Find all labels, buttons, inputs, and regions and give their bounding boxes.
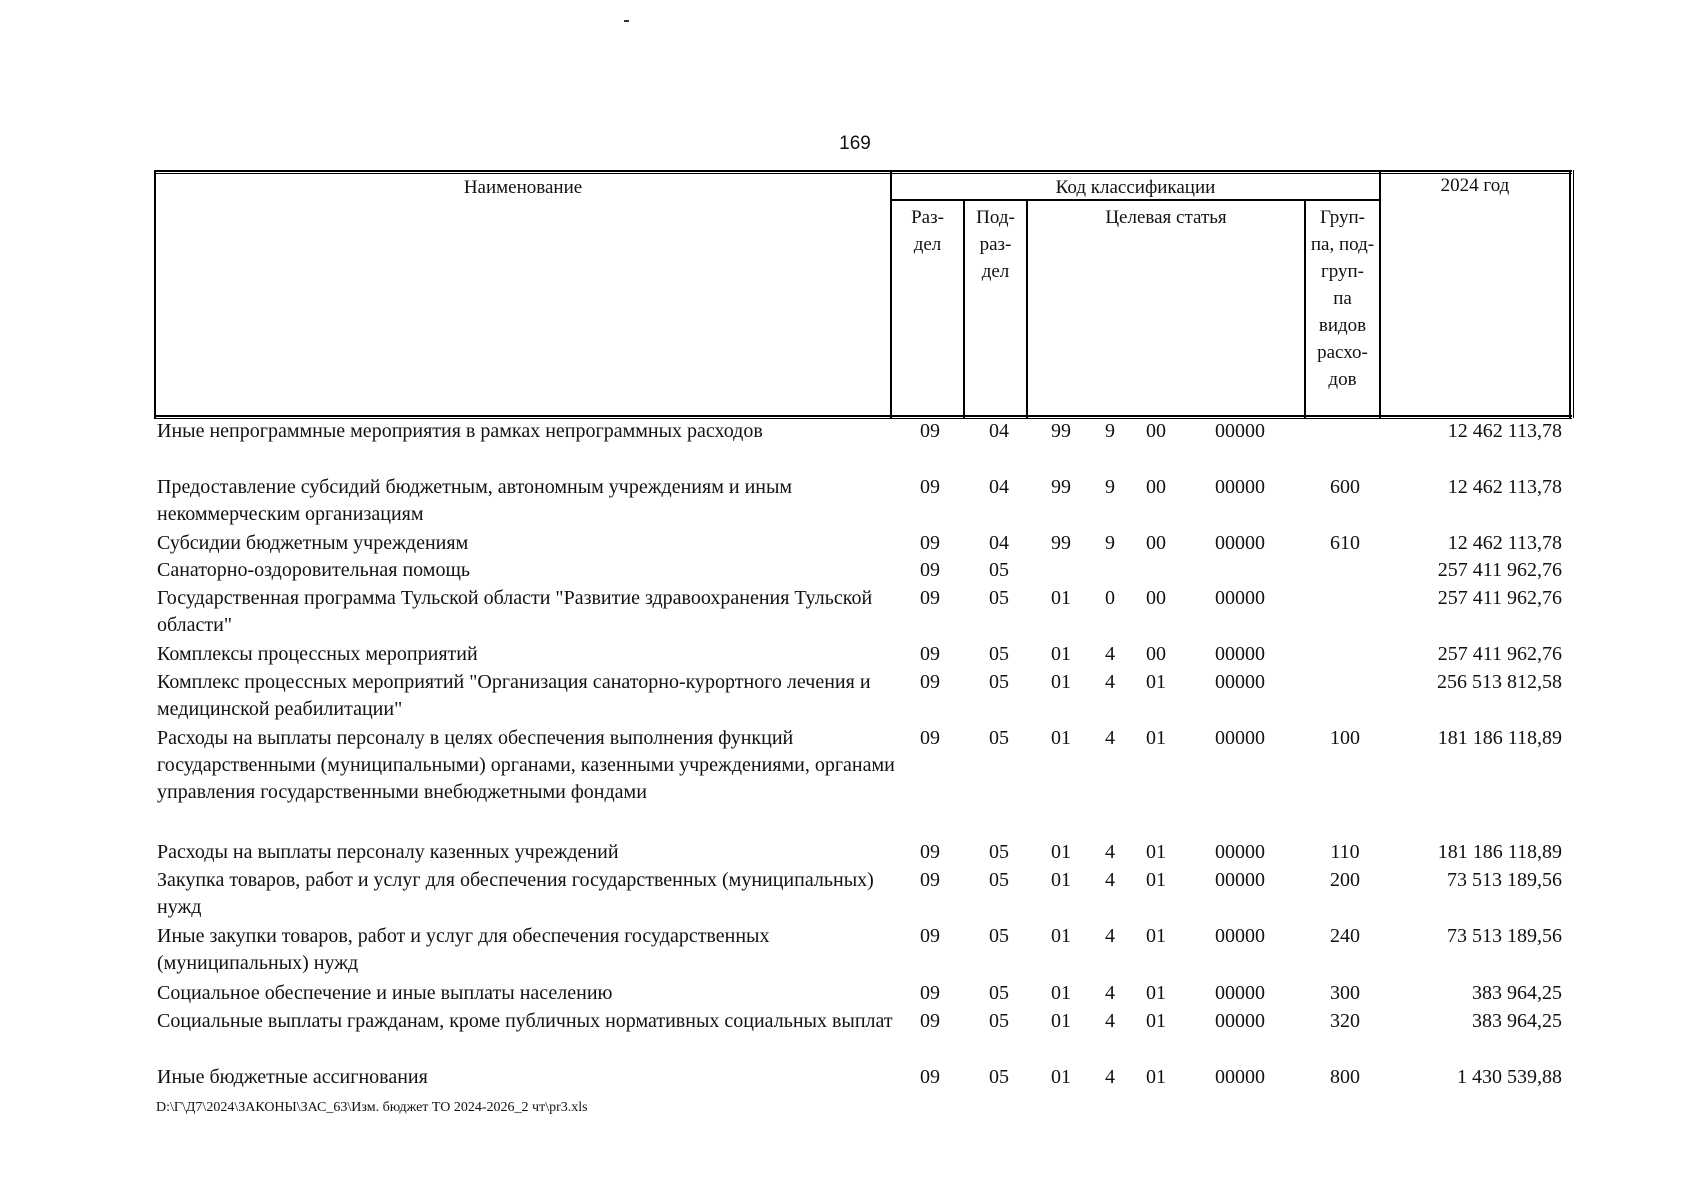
row-code-1: 01 xyxy=(1051,982,1071,1004)
row-code-1: 01 xyxy=(1051,841,1071,863)
row-name: Иные закупки товаров, работ и услуг для обеспечения государственных (муниципальных) нужд xyxy=(157,925,770,974)
header-podrazdel: Под- раз- дел xyxy=(976,207,1015,282)
header-year: 2024 год xyxy=(1440,175,1510,196)
row-vr: 200 xyxy=(1330,869,1360,891)
row-amount: 257 411 962,76 xyxy=(1437,559,1562,581)
row-name: Комплексы процессных мероприятий xyxy=(157,643,478,665)
row-code-1: 01 xyxy=(1051,727,1071,749)
row-code-4: 00000 xyxy=(1215,587,1265,609)
row-amount: 73 513 189,56 xyxy=(1447,869,1562,891)
row-code-2: 4 xyxy=(1105,982,1115,1004)
header-gruppa: Груп- па, под- груп- па видов расхо- дов xyxy=(1310,207,1375,390)
row-amount: 383 964,25 xyxy=(1472,982,1562,1004)
row-code-3: 00 xyxy=(1146,587,1166,609)
row-code-2: 4 xyxy=(1105,727,1115,749)
row-amount: 256 513 812,58 xyxy=(1437,671,1562,693)
row-code-4: 00000 xyxy=(1215,420,1265,442)
row-vr: 610 xyxy=(1330,532,1360,554)
header-name: Наименование xyxy=(463,177,583,198)
row-code-2: 4 xyxy=(1105,1010,1115,1032)
row-podrazdel: 05 xyxy=(989,671,1009,693)
row-name: Социальные выплаты гражданам, кроме публичных нормативных социальных выплат xyxy=(157,1010,893,1032)
row-code-1: 99 xyxy=(1051,532,1071,554)
row-code-1: 01 xyxy=(1051,587,1071,609)
row-code-2: 4 xyxy=(1105,643,1115,665)
row-razdel: 09 xyxy=(920,982,940,1004)
row-vr: 300 xyxy=(1330,982,1360,1004)
row-razdel: 09 xyxy=(920,476,940,498)
header-celevaya: Целевая статья xyxy=(1105,207,1227,228)
row-code-1: 01 xyxy=(1051,1010,1071,1032)
row-amount: 12 462 113,78 xyxy=(1447,476,1562,498)
row-code-3: 01 xyxy=(1146,841,1166,863)
file-path-footer: D:\Г\Д7\2024\ЗАКОНЫ\ЗАС_63\Изм. бюджет ТО 2024-2026_2 чт\pr3.xls xyxy=(156,1100,588,1115)
row-name: Расходы на выплаты персоналу в целях обеспечения выполнения функций государственными (муниципальными) органами, казенными учреждениями, органами управления государственными внебюджетными фондами xyxy=(157,727,895,803)
row-code-1: 99 xyxy=(1051,476,1071,498)
row-name: Комплекс процессных мероприятий "Организация санаторно-курортного лечения и медицинской реабилитации" xyxy=(157,671,871,720)
row-code-1: 01 xyxy=(1051,869,1071,891)
row-code-4: 00000 xyxy=(1215,727,1265,749)
row-razdel: 09 xyxy=(920,925,940,947)
page-number: 169 xyxy=(839,133,871,154)
row-code-2: 4 xyxy=(1105,869,1115,891)
row-vr: 240 xyxy=(1330,925,1360,947)
row-amount: 257 411 962,76 xyxy=(1437,643,1562,665)
row-code-3: 00 xyxy=(1146,420,1166,442)
row-razdel: 09 xyxy=(920,1010,940,1032)
row-code-3: 00 xyxy=(1146,643,1166,665)
row-razdel: 09 xyxy=(920,727,940,749)
row-code-4: 00000 xyxy=(1215,476,1265,498)
row-code-1: 99 xyxy=(1051,420,1071,442)
row-code-3: 01 xyxy=(1146,925,1166,947)
row-vr: 800 xyxy=(1330,1066,1360,1088)
row-amount: 12 462 113,78 xyxy=(1447,532,1562,554)
row-code-3: 01 xyxy=(1146,869,1166,891)
row-podrazdel: 05 xyxy=(989,1066,1009,1088)
row-vr: 320 xyxy=(1330,1010,1360,1032)
row-code-3: 01 xyxy=(1146,671,1166,693)
row-name: Социальное обеспечение и иные выплаты населению xyxy=(157,982,613,1004)
row-code-4: 00000 xyxy=(1215,841,1265,863)
row-name: Закупка товаров, работ и услуг для обеспечения государственных (муниципальных) нужд xyxy=(157,869,874,918)
row-name: Расходы на выплаты персоналу казенных учреждений xyxy=(157,841,619,863)
row-amount: 181 186 118,89 xyxy=(1437,841,1562,863)
row-razdel: 09 xyxy=(920,841,940,863)
row-code-2: 9 xyxy=(1105,532,1115,554)
row-code-2: 9 xyxy=(1105,420,1115,442)
row-code-2: 4 xyxy=(1105,841,1115,863)
row-name: Предоставление субсидий бюджетным, автономным учреждениям и иным некоммерческим организациям xyxy=(157,476,793,525)
row-podrazdel: 04 xyxy=(989,476,1009,498)
row-name: Государственная программа Тульской области "Развитие здравоохранения Тульской области" xyxy=(157,587,873,636)
row-code-2: 0 xyxy=(1105,587,1115,609)
row-razdel: 09 xyxy=(920,869,940,891)
row-podrazdel: 05 xyxy=(989,841,1009,863)
row-podrazdel: 05 xyxy=(989,1010,1009,1032)
row-podrazdel: 05 xyxy=(989,869,1009,891)
row-code-4: 00000 xyxy=(1215,982,1265,1004)
row-code-4: 00000 xyxy=(1215,1010,1265,1032)
row-razdel: 09 xyxy=(920,587,940,609)
row-razdel: 09 xyxy=(920,1066,940,1088)
table-header xyxy=(0,0,1696,420)
row-podrazdel: 05 xyxy=(989,587,1009,609)
row-code-3: 01 xyxy=(1146,1066,1166,1088)
row-name: Санаторно-оздоровительная помощь xyxy=(157,559,470,581)
row-code-3: 01 xyxy=(1146,1010,1166,1032)
row-podrazdel: 04 xyxy=(989,532,1009,554)
row-code-4: 00000 xyxy=(1215,671,1265,693)
row-name: Иные бюджетные ассигнования xyxy=(157,1066,428,1088)
row-amount: 257 411 962,76 xyxy=(1437,587,1562,609)
row-podrazdel: 05 xyxy=(989,727,1009,749)
row-code-4: 00000 xyxy=(1215,532,1265,554)
row-podrazdel: 05 xyxy=(989,925,1009,947)
row-razdel: 09 xyxy=(920,532,940,554)
row-podrazdel: 05 xyxy=(989,559,1009,581)
row-code-2: 9 xyxy=(1105,476,1115,498)
row-amount: 383 964,25 xyxy=(1472,1010,1562,1032)
header-code: Код классификации xyxy=(1055,177,1216,198)
row-code-1: 01 xyxy=(1051,1066,1071,1088)
row-amount: 12 462 113,78 xyxy=(1447,420,1562,442)
row-name: Субсидии бюджетным учреждениям xyxy=(157,532,469,554)
row-amount: 1 430 539,88 xyxy=(1457,1066,1562,1088)
row-code-2: 4 xyxy=(1105,925,1115,947)
row-name: Иные непрограммные мероприятия в рамках непрограммных расходов xyxy=(157,420,763,442)
row-code-2: 4 xyxy=(1105,1066,1115,1088)
row-vr: 110 xyxy=(1330,841,1360,863)
row-amount: 73 513 189,56 xyxy=(1447,925,1562,947)
row-code-1: 01 xyxy=(1051,643,1071,665)
row-amount: 181 186 118,89 xyxy=(1437,727,1562,749)
row-vr: 100 xyxy=(1330,727,1360,749)
row-razdel: 09 xyxy=(920,671,940,693)
row-podrazdel: 04 xyxy=(989,420,1009,442)
row-code-3: 00 xyxy=(1146,532,1166,554)
row-code-4: 00000 xyxy=(1215,1066,1265,1088)
row-razdel: 09 xyxy=(920,420,940,442)
row-podrazdel: 05 xyxy=(989,643,1009,665)
row-code-1: 01 xyxy=(1051,671,1071,693)
row-code-2: 4 xyxy=(1105,671,1115,693)
row-code-1: 01 xyxy=(1051,925,1071,947)
row-vr: 600 xyxy=(1330,476,1360,498)
row-code-4: 00000 xyxy=(1215,925,1265,947)
row-razdel: 09 xyxy=(920,559,940,581)
row-code-3: 01 xyxy=(1146,982,1166,1004)
row-code-4: 00000 xyxy=(1215,869,1265,891)
row-podrazdel: 05 xyxy=(989,982,1009,1004)
row-razdel: 09 xyxy=(920,643,940,665)
row-code-4: 00000 xyxy=(1215,643,1265,665)
row-code-3: 00 xyxy=(1146,476,1166,498)
row-code-3: 01 xyxy=(1146,727,1166,749)
header-razdel: Раз- дел xyxy=(911,207,944,255)
